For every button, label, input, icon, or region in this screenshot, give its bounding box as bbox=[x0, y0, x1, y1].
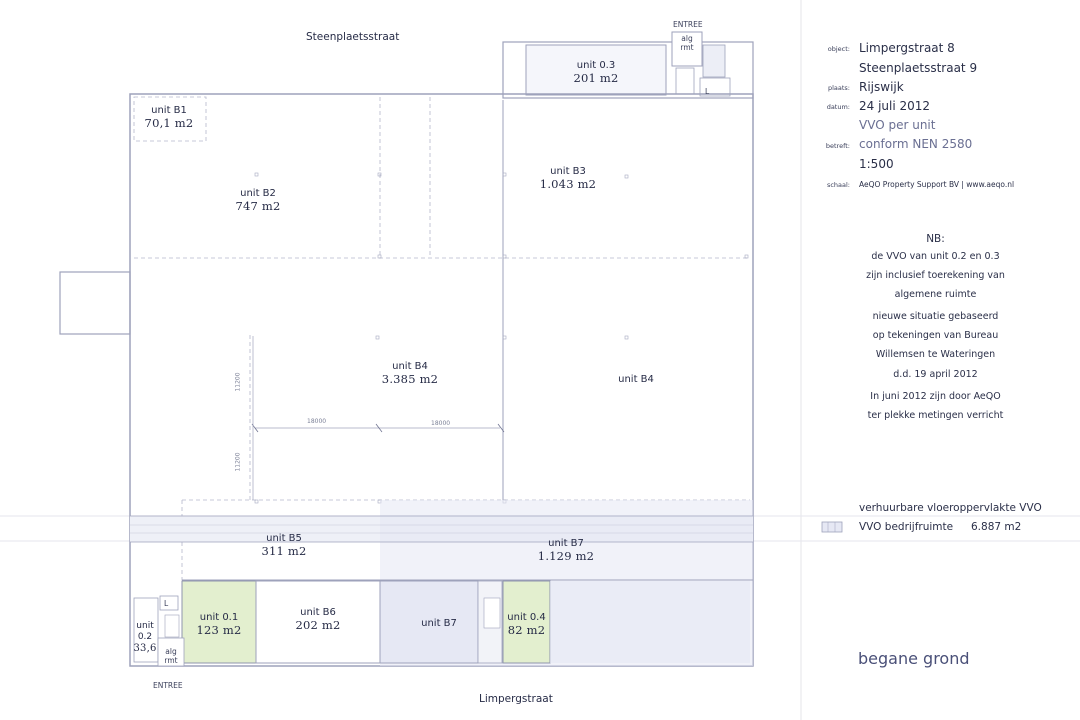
unit-02-label bbox=[130, 621, 160, 654]
unit-b6-name: unit B6 bbox=[300, 607, 336, 618]
unit-03-label bbox=[556, 60, 636, 84]
unit-b6-label bbox=[278, 607, 358, 631]
betreft-key: betreft: bbox=[825, 142, 850, 150]
lift-top-label: L bbox=[705, 87, 710, 96]
dimension-label-3: 11200 bbox=[234, 372, 242, 392]
object-line2: Steenplaetsstraat 9 bbox=[859, 61, 978, 75]
unit-b6-area: 202 m2 bbox=[295, 618, 341, 632]
scale-value: 1:500 bbox=[859, 157, 894, 171]
dimension-label-2: 18000 bbox=[431, 420, 451, 427]
unit-b7-area: 1.129 m2 bbox=[537, 549, 595, 563]
legend-total: 6.887 m2 bbox=[971, 521, 1022, 533]
vvo-per-unit: VVO per unit bbox=[859, 118, 936, 132]
alg-rmt-top-label bbox=[674, 34, 700, 52]
schaal-value: AeQO Property Support BV | www.aeqo.nl bbox=[859, 180, 1015, 189]
legend-item: VVO bedrijfruimte bbox=[859, 521, 954, 533]
object-key: object: bbox=[827, 45, 850, 53]
unit-04-name: unit 0.4 bbox=[507, 612, 546, 623]
unit-b1-label bbox=[134, 105, 204, 129]
entrance-top-label: ENTREE bbox=[673, 20, 703, 29]
unit-b7-name: unit B7 bbox=[548, 538, 584, 549]
plaats-value: Rijswijk bbox=[859, 80, 904, 94]
plaats-key: plaats: bbox=[827, 84, 850, 92]
note-line-7: d.d. 19 april 2012 bbox=[893, 369, 978, 380]
unit-b5-name: unit B5 bbox=[266, 533, 302, 544]
note-line-3: algemene ruimte bbox=[894, 289, 977, 300]
note-line-9: ter plekke metingen verricht bbox=[867, 410, 1004, 421]
dimension-label-4: 11200 bbox=[234, 452, 242, 472]
betreft-value: conform NEN 2580 bbox=[859, 137, 973, 151]
unit-b1-area: 70,1 m2 bbox=[144, 116, 194, 130]
unit-b4-name: unit B4 bbox=[392, 361, 428, 372]
notes-heading: NB: bbox=[926, 233, 945, 245]
alg-rmt-bottom-line1: alg bbox=[165, 647, 177, 656]
note-line-1: de VVO van unit 0.2 en 0.3 bbox=[871, 251, 1000, 262]
object-line1: Limpergstraat 8 bbox=[859, 41, 955, 55]
unit-01-label bbox=[182, 612, 256, 636]
unit-b4-area: 3.385 m2 bbox=[381, 372, 439, 386]
unit-04-area: 82 m2 bbox=[507, 623, 546, 637]
street-top-label: Steenplaetsstraat bbox=[306, 31, 400, 43]
unit-b3-name: unit B3 bbox=[550, 166, 586, 177]
left-annex bbox=[60, 272, 130, 334]
note-line-4: nieuwe situatie gebaseerd bbox=[872, 311, 999, 322]
note-line-2: zijn inclusief toerekening van bbox=[866, 270, 1005, 281]
unit-b7-secondary-label: unit B7 bbox=[421, 618, 457, 629]
alg-rmt-top-line1: alg bbox=[681, 34, 693, 43]
dimension-label-1: 18000 bbox=[307, 418, 327, 425]
unit-b4-label bbox=[370, 361, 450, 385]
street-bottom-label: Limpergstraat bbox=[479, 693, 553, 705]
lift-bottom-label: L bbox=[164, 599, 169, 608]
entrance-bottom-label: ENTREE bbox=[153, 681, 183, 690]
note-line-6: Willemsen te Wateringen bbox=[875, 349, 996, 360]
datum-key: datum: bbox=[826, 103, 850, 111]
unit-b5-area: 311 m2 bbox=[261, 544, 307, 558]
unit-b3-area: 1.043 m2 bbox=[539, 177, 597, 191]
unit-b5-label bbox=[244, 533, 324, 557]
unit-04-label bbox=[503, 612, 550, 636]
unit-b2-label bbox=[218, 188, 298, 212]
unit-b2-name: unit B2 bbox=[240, 188, 276, 199]
unit-01-name: unit 0.1 bbox=[199, 612, 239, 623]
unit-03-area: 201 m2 bbox=[573, 71, 619, 85]
note-line-8: In juni 2012 zijn door AeQO bbox=[870, 391, 1001, 402]
datum-value: 24 juli 2012 bbox=[859, 99, 931, 113]
alg-rmt-top-line2: rmt bbox=[680, 43, 694, 52]
unit-02-name: unit bbox=[136, 621, 154, 631]
floor-name: begane grond bbox=[858, 649, 970, 668]
unit-b3-label bbox=[528, 166, 608, 190]
schaal-key: schaal: bbox=[826, 181, 850, 189]
alg-rmt-bottom-label bbox=[159, 647, 183, 665]
legend-swatch bbox=[822, 522, 842, 532]
unit-b7-label bbox=[526, 538, 606, 562]
legend-title: verhuurbare vloeroppervlakte VVO bbox=[859, 502, 1042, 514]
unit-02-number: 0.2 bbox=[137, 632, 153, 642]
unit-03-name: unit 0.3 bbox=[576, 60, 616, 71]
unit-01-area: 123 m2 bbox=[196, 623, 242, 637]
unit-b4-secondary-label: unit B4 bbox=[618, 374, 654, 385]
unit-b1-name: unit B1 bbox=[151, 105, 187, 116]
unit-02-area: 33,6 bbox=[133, 643, 157, 654]
note-line-5: op tekeningen van Bureau bbox=[872, 330, 999, 341]
unit-b2-area: 747 m2 bbox=[235, 199, 281, 213]
alg-rmt-bottom-line2: rmt bbox=[164, 656, 178, 665]
